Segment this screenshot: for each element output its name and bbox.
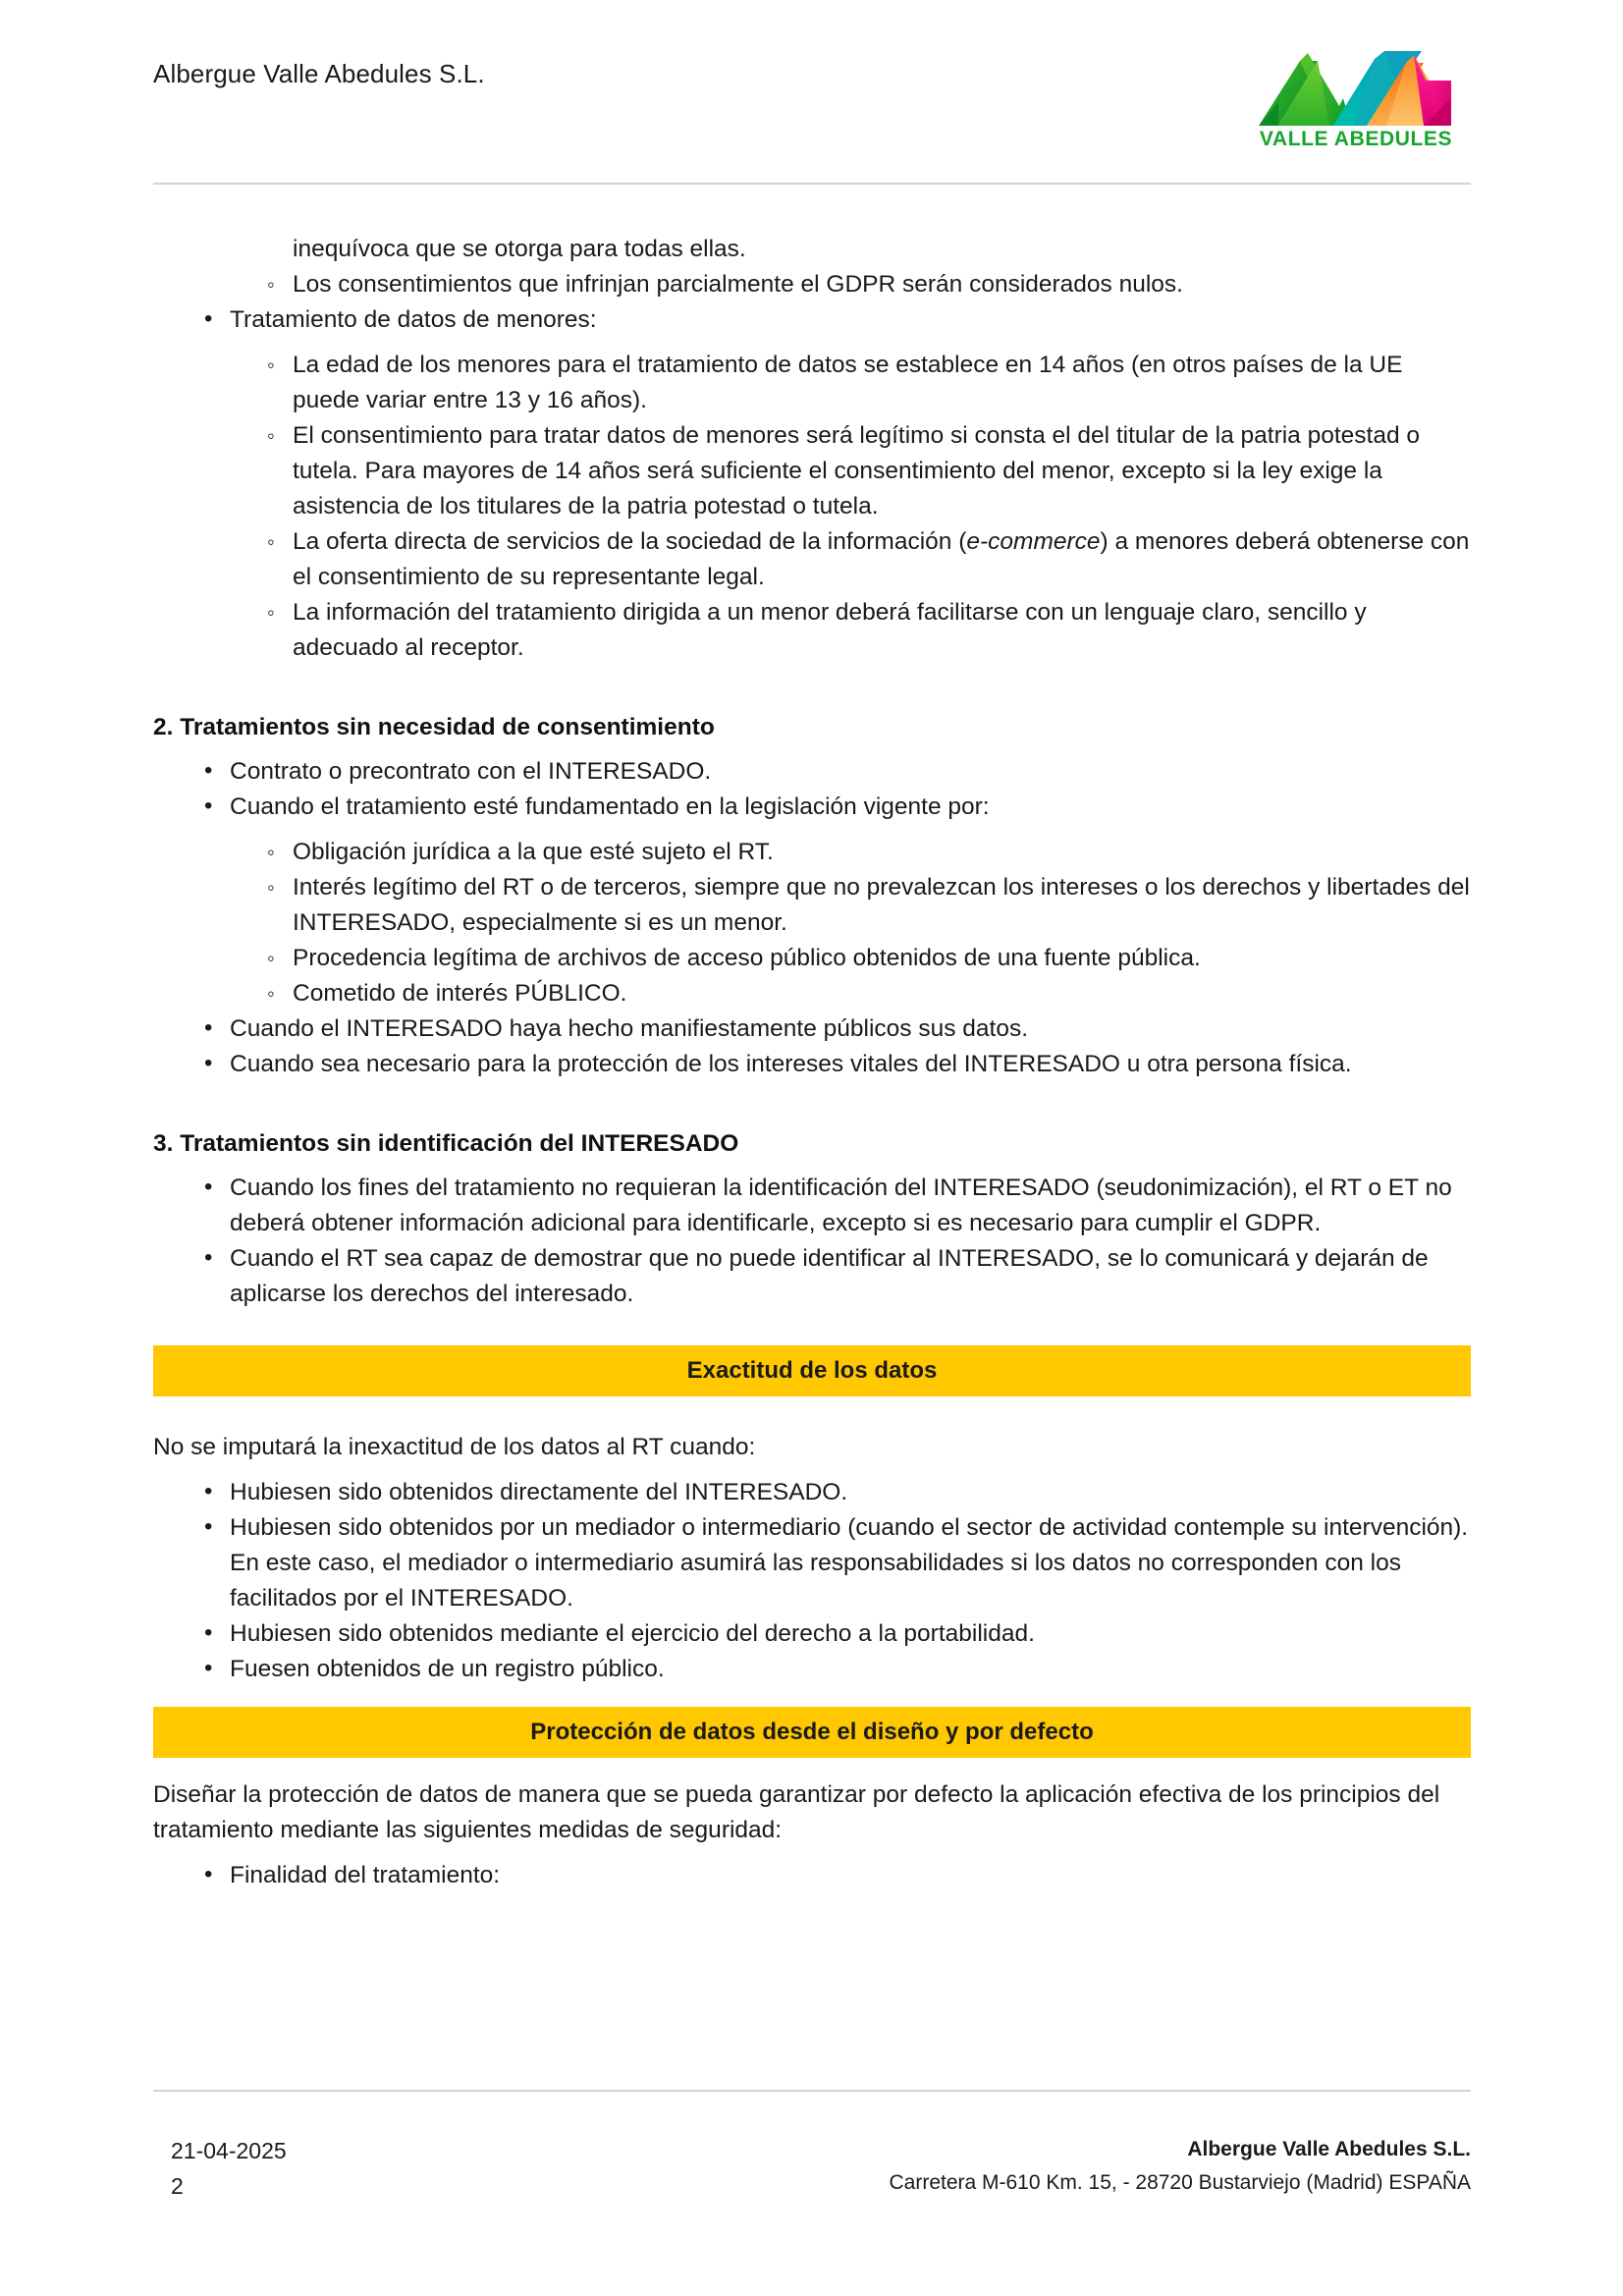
spacer: [153, 1161, 1471, 1171]
document-content: [153, 232, 1471, 1893]
company-logo: [1249, 41, 1463, 164]
spacer: [153, 1848, 1471, 1858]
list-level2-intro: [153, 267, 1471, 302]
ecommerce-text-before: La oferta directa de servicios de la sociedad de la información (: [293, 528, 967, 555]
spacer: [153, 744, 1471, 754]
list-item: • Cuando sea necesario para la protección de los intereses vitales del INTERESADO u otra persona física.: [200, 1047, 1471, 1082]
list-item: • Cuando el tratamiento esté fundamentado en la legislación vigente por:: [200, 790, 1471, 825]
banner-proteccion-de-datos: Protección de datos desde el diseño y por defecto: [153, 1707, 1471, 1758]
spacer: [153, 1758, 1471, 1777]
ecommerce-emphasis: e-commerce: [966, 528, 1101, 555]
list-item: ◦ Obligación jurídica a la que esté sujeto el RT.: [265, 835, 1471, 870]
spacer: [153, 825, 1471, 835]
section-2-heading: 2. Tratamientos sin necesidad de consentimiento: [153, 714, 715, 740]
list-item: • Hubiesen sido obtenidos por un mediador o intermediario (cuando el sector de actividad contemple su intervención). En este caso, el mediador o intermediario asumirá las responsabilidades si los datos no corresponden con los facilitados por el INTERESADO.: [200, 1510, 1471, 1616]
list-level2-menores: [153, 348, 1471, 666]
header-divider: [153, 183, 1471, 185]
page-footer: [153, 2133, 1471, 2221]
list-item: ◦ Interés legítimo del RT o de terceros, siempre que no prevalezcan los intereses o los derechos y libertades del INTERESADO, especialmente si es un menor.: [265, 870, 1471, 941]
list-item: ◦ Los consentimientos que infrinjan parcialmente el GDPR serán considerados nulos.: [265, 267, 1471, 302]
spacer: [153, 1687, 1471, 1707]
footer-address: Carretera M-610 Km. 15, - 28720 Bustarviejo (Madrid) ESPAÑA: [889, 2171, 1471, 2194]
list-item: • Fuesen obtenidos de un registro público.: [200, 1652, 1471, 1687]
list-level1-proteccion: [153, 1858, 1471, 1893]
proteccion-lead-paragraph: Diseñar la protección de datos de manera que se pueda garantizar por defecto la aplicación efectiva de los principios del tratamiento mediante las siguientes medidas de seguridad:: [153, 1781, 1440, 1843]
list-item: ◦ La información del tratamiento dirigida a un menor deberá facilitarse con un lenguaje claro, sencillo y adecuado al receptor.: [265, 595, 1471, 666]
list-item: • Cuando el RT sea capaz de demostrar que no puede identificar al INTERESADO, se lo comunicará y dejarán de aplicarse los derechos del interesado.: [200, 1241, 1471, 1312]
spacer: [153, 666, 1471, 711]
list-item: ◦ El consentimiento para tratar datos de menores será legítimo si consta el del titular de la patria potestad o tutela. Para mayores de 14 años será suficiente el consentimiento del menor, excepto si la ley exige la asistencia de los titulares de la patria potestad o tutela.: [265, 418, 1471, 524]
banner-exactitud-de-los-datos: Exactitud de los datos: [153, 1345, 1471, 1396]
list-level2-section2: [153, 835, 1471, 1011]
list-item: • Cuando el INTERESADO haya hecho manifiestamente públicos sus datos.: [200, 1011, 1471, 1047]
list-item: • Tratamiento de datos de menores:: [200, 302, 1471, 338]
list-level1-section2-a: [153, 754, 1471, 825]
list-item: • Finalidad del tratamiento:: [200, 1858, 1471, 1893]
list-item: • Contrato o precontrato con el INTERESADO.: [200, 754, 1471, 790]
list-level1-menores: [153, 302, 1471, 338]
footer-company-name: Albergue Valle Abedules S.L.: [1187, 2138, 1471, 2160]
list-item-ecommerce: [265, 524, 1471, 595]
list-item: • Hubiesen sido obtenidos directamente del INTERESADO.: [200, 1475, 1471, 1510]
header-company-name: Albergue Valle Abedules S.L.: [153, 59, 485, 88]
footer-right-block: [587, 2133, 1471, 2200]
list-item: ◦ La edad de los menores para el tratamiento de datos se establece en 14 años (en otros países de la UE puede variar entre 13 y 16 años).: [265, 348, 1471, 418]
page-header: [153, 41, 1471, 159]
footer-date: 21-04-2025: [171, 2138, 287, 2163]
list-item: ◦ Cometido de interés PÚBLICO.: [265, 976, 1471, 1011]
logo-wordmark: VALLE ABEDULES: [1259, 128, 1453, 150]
footer-page-number: 2: [171, 2173, 184, 2199]
exactitud-lead-paragraph: No se imputará la inexactitud de los datos al RT cuando:: [153, 1434, 756, 1460]
list-level1-section3: [153, 1171, 1471, 1312]
list-item: ◦ Procedencia legítima de archivos de acceso público obtenidos de una fuente pública.: [265, 941, 1471, 976]
section-3-heading: 3. Tratamientos sin identificación del INTERESADO: [153, 1130, 739, 1157]
list-item: • Hubiesen sido obtenidos mediante el ejercicio del derecho a la portabilidad.: [200, 1616, 1471, 1652]
spacer: [153, 338, 1471, 348]
list-level1-exactitud: [153, 1475, 1471, 1687]
continuation-line: inequívoca que se otorga para todas ellas.: [293, 236, 746, 262]
spacer: [153, 1465, 1471, 1475]
footer-left-block: [171, 2133, 287, 2204]
list-item: • Cuando los fines del tratamiento no requieran la identificación del INTERESADO (seudonimización), el RT o ET no deberá obtener información adicional para identificarle, excepto si es necesario para cumplir el GDPR.: [200, 1171, 1471, 1241]
spacer: [153, 1312, 1471, 1345]
footer-divider: [153, 2090, 1471, 2092]
ecommerce-text-after: ) a menores deberá obtenerse con el consentimiento de su representante legal.: [293, 528, 1470, 590]
spacer: [153, 1082, 1471, 1127]
spacer: [153, 1396, 1471, 1430]
logo-mountains-icon: [1249, 41, 1463, 130]
list-level1-section2-b: [153, 1011, 1471, 1082]
